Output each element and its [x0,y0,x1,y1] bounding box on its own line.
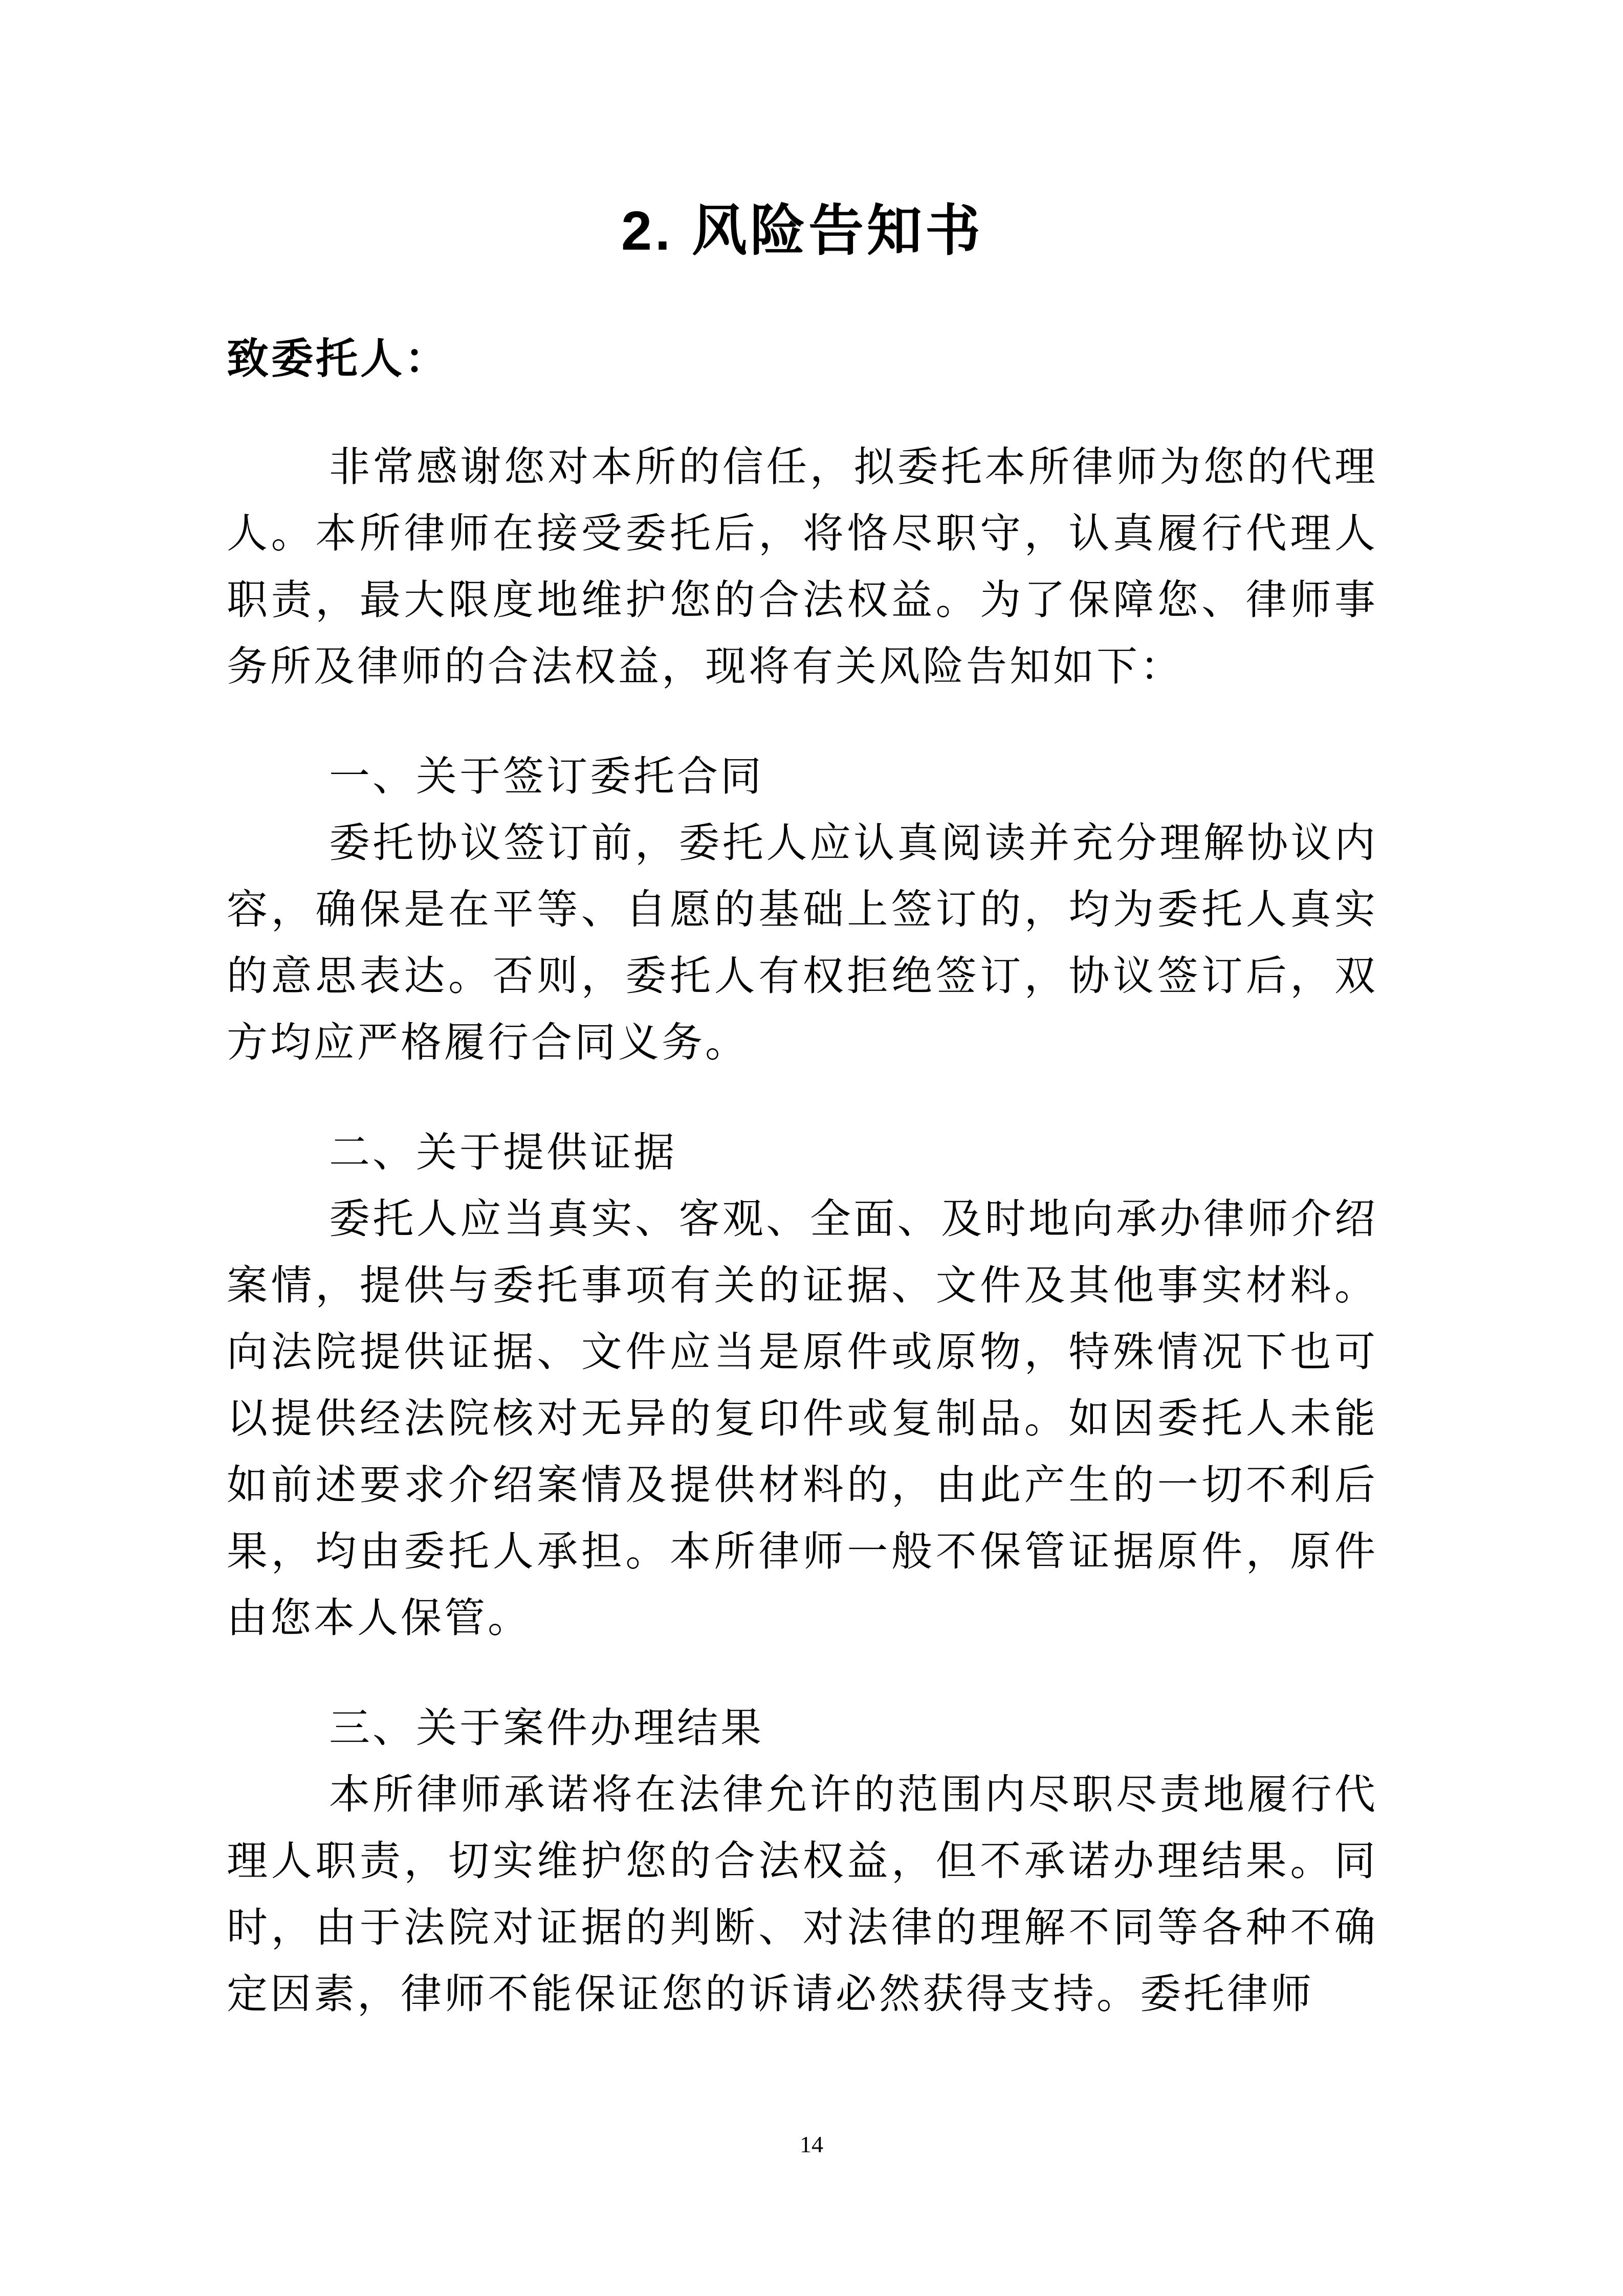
heading-section-1: 一、关于签订委托合同 [329,755,764,800]
paragraph-section-1: 委托协议签订前，委托人应认真阅读并充分理解协议内容，确保是在平等、自愿的基础上签订的，均为委托人真实的意思表达。否则，委托人有权拒绝签订，协议签订后，双方均应严格履行合同义务。 [227,821,1378,1066]
paragraph-section-2: 委托人应当真实、客观、全面、及时地向承办律师介绍案情，提供与委托事项有关的证据、文件及其他事实材料。向法院提供证据、文件应当是原件或原物，特殊情况下也可以提供经法院核对无异的复印件或复制品。如因委托人未能如前述要求介绍案情及提供材料的，由此产生的一切不利后果，均由委托人承担。本所律师一般不保管证据原件，原件由您本人保管。 [227,1197,1378,1641]
salutation: 致委托人： [227,336,450,382]
paragraph-section-3: 本所律师承诺将在法律允许的范围内尽职尽责地履行代理人职责，切实维护您的合法权益，但不承诺办理结果。同时，由于法院对证据的判断、对法律的理解不同等各种不确定因素，律师不能保证您的诉请必然获得支持。委托律师 [227,1773,1378,2017]
heading-section-2: 二、关于提供证据 [329,1131,677,1176]
document-content [227,0,1378,2028]
paragraph-intro: 非常感谢您对本所的信任，拟委托本所律师为您的代理人。本所律师在接受委托后，将恪尽职守，认真履行代理人职责，最大限度地维护您的合法权益。为了保障您、律师事务所及律师的合法权益，现将有关风险告知如下： [227,445,1378,690]
page-title: 2. 风险告知书 [621,200,984,261]
page-number: 14 [800,2131,823,2157]
heading-section-3: 三、关于案件办理结果 [329,1706,764,1751]
